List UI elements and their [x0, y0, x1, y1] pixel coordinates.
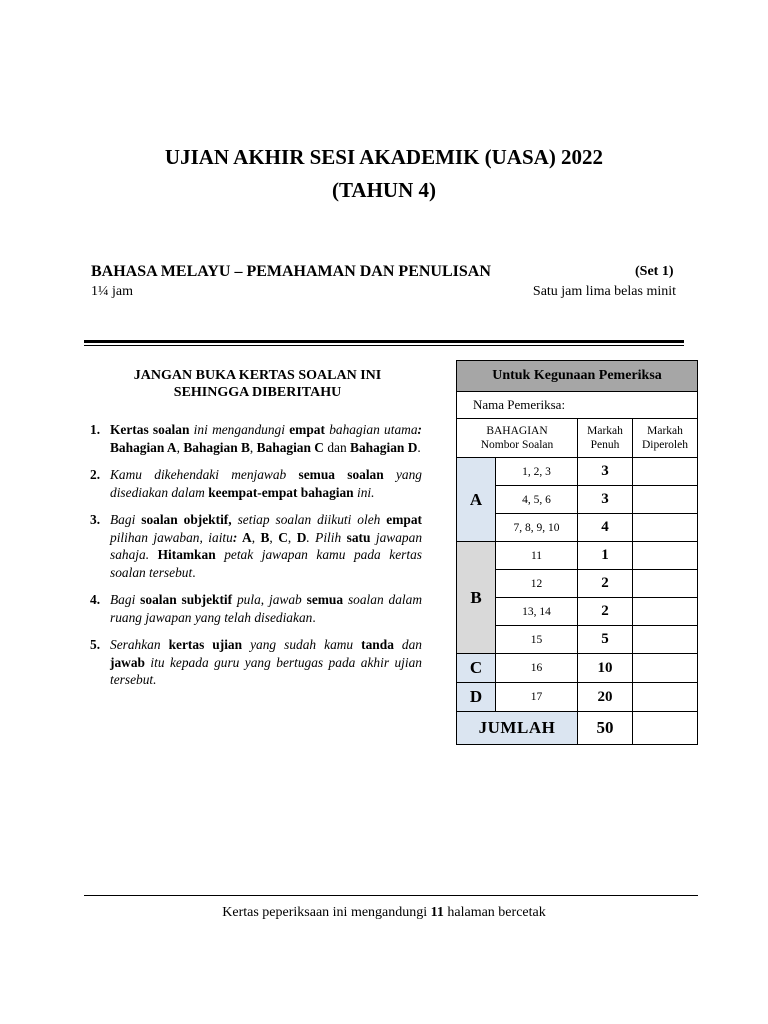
instruction-text: ,: [249, 439, 257, 455]
footer-text-after: halaman bercetak: [443, 905, 546, 920]
duration: 1¼ jam: [91, 284, 133, 299]
question-numbers: 1, 2, 3: [496, 458, 578, 486]
total-label: JUMLAH: [457, 712, 578, 745]
full-marks: 1: [578, 542, 633, 570]
instruction-text: ,: [260, 592, 270, 607]
col-header-full-line2: Penuh: [590, 439, 620, 451]
section-label-d: D: [457, 683, 496, 712]
marks-row: [457, 458, 698, 486]
instruction-text: semua: [306, 592, 344, 607]
col-header-full-marks: [578, 419, 633, 458]
instruction-text: semua soalan: [298, 467, 384, 482]
total-row: [457, 712, 698, 745]
col-header-obtained-marks: [633, 419, 698, 458]
col-header-obtained-line2: Diperoleh: [642, 439, 688, 451]
question-numbers: 12: [496, 570, 578, 598]
col-header-section-line2: Nombor Soalan: [480, 439, 554, 451]
instruction-text: jawapan sahaja.: [110, 529, 423, 562]
instruction-text: ,: [251, 529, 261, 545]
instruction-text: kertas ujian: [168, 637, 243, 652]
examiner-marks-table: [456, 360, 698, 745]
question-numbers: 11: [496, 542, 578, 570]
instruction-text: Bagi: [110, 592, 141, 607]
instruction-text: :: [232, 529, 238, 545]
instruction-text: Bagi: [110, 512, 142, 527]
col-header-obtained-line1: Markah: [647, 425, 683, 437]
instruction-number: 1.: [90, 422, 101, 437]
footer-divider: [84, 895, 698, 896]
divider-thick: [84, 340, 684, 343]
examiner-name-field[interactable]: Nama Pemeriksa:: [457, 392, 698, 419]
question-numbers: 4, 5, 6: [496, 486, 578, 514]
full-marks: 2: [578, 598, 633, 626]
full-marks: 5: [578, 626, 633, 654]
instruction-text: petak jawapan kamu pada kertas soalan tersebut: [110, 547, 422, 580]
instruction-item: [90, 511, 422, 581]
instruction-item: [90, 591, 422, 626]
instruction-text: D: [296, 529, 307, 545]
instruction-text: Bahagian D: [350, 439, 418, 455]
full-marks: 3: [578, 458, 633, 486]
full-marks: 10: [578, 654, 633, 683]
obtained-marks-cell[interactable]: [633, 542, 698, 570]
instructions-list: [90, 421, 422, 699]
marks-row: [457, 654, 698, 683]
question-numbers: 7, 8, 9, 10: [496, 514, 578, 542]
section-label-b: B: [457, 542, 496, 654]
instruction-text: bahagian utama: [324, 422, 418, 437]
examiner-use-header: Untuk Kegunaan Pemeriksa: [457, 361, 698, 392]
instruction-text: ,: [269, 529, 279, 545]
question-numbers: 17: [496, 683, 578, 712]
section-label-a: A: [457, 458, 496, 542]
col-header-section: [457, 419, 578, 458]
instruction-text: C: [278, 529, 288, 545]
instruction-text: soalan subjektif: [140, 592, 233, 607]
instruction-number: 4.: [90, 592, 101, 607]
instruction-text: soalan objektif,: [141, 512, 232, 527]
warning-line-2: SEHINGGA DIBERITAHU: [173, 385, 342, 400]
instruction-text: yang sudah kamu: [242, 637, 362, 652]
full-marks: 20: [578, 683, 633, 712]
instruction-text: .: [417, 439, 421, 455]
obtained-marks-cell[interactable]: [633, 486, 698, 514]
subject-name: BAHASA MELAYU – PEMAHAMAN DAN PENULISAN: [91, 263, 491, 280]
instruction-number: 5.: [90, 637, 101, 652]
instruction-text: itu kepada guru yang bertugas pada akhir ujian tersebut.: [110, 654, 422, 687]
set-label: (Set 1): [635, 264, 674, 279]
instruction-text: Bahagian B: [183, 439, 250, 455]
instruction-text: empat: [289, 422, 325, 437]
instruction-text: ,: [287, 529, 297, 545]
section-label-c: C: [457, 654, 496, 683]
instruction-item: [90, 421, 422, 456]
obtained-marks-cell[interactable]: [633, 626, 698, 654]
col-header-section-line1: BAHAGIAN: [486, 425, 548, 437]
instruction-number: 2.: [90, 467, 101, 482]
instruction-text: Kamu dikehendaki menjawab: [110, 467, 299, 482]
instruction-text: :: [417, 422, 422, 437]
instruction-text: soalan dalam ruang jawapan yang telah disediakan: [110, 592, 423, 625]
obtained-marks-cell[interactable]: [633, 598, 698, 626]
instruction-text: Bahagian C: [256, 439, 324, 455]
instruction-text: Serahkan: [110, 637, 169, 652]
full-marks: 2: [578, 570, 633, 598]
instruction-text: ,: [176, 439, 184, 455]
instruction-text: .: [312, 609, 316, 625]
instruction-text: jawab: [110, 654, 145, 670]
instruction-text: Kertas soalan: [110, 422, 190, 437]
instruction-text: pula: [232, 592, 261, 607]
marks-row: [457, 683, 698, 712]
instruction-item: [90, 636, 422, 689]
exam-year-level: (TAHUN 4): [331, 178, 436, 202]
full-marks: 3: [578, 486, 633, 514]
instruction-text: setiap soalan diikuti oleh: [231, 512, 387, 527]
instruction-text: Bahagian A: [110, 439, 177, 455]
footer-text-before: Kertas peperiksaan ini mengandungi: [222, 905, 431, 920]
instruction-text: jawab: [269, 592, 307, 607]
instruction-item: [90, 466, 422, 501]
full-marks: 4: [578, 514, 633, 542]
exam-title: UJIAN AKHIR SESI AKADEMIK (UASA) 2022: [164, 145, 604, 169]
obtained-marks-cell[interactable]: [633, 514, 698, 542]
instruction-text: . Pilih: [306, 529, 347, 545]
obtained-marks-cell[interactable]: [633, 570, 698, 598]
instruction-text: satu: [346, 529, 371, 545]
question-numbers: 13, 14: [496, 598, 578, 626]
instruction-text: tanda: [361, 637, 394, 652]
duration-words: Satu jam lima belas minit: [532, 284, 676, 299]
marks-row: [457, 542, 698, 570]
total-obtained-cell[interactable]: [633, 712, 698, 745]
instruction-text: .: [192, 564, 196, 580]
col-header-full-line1: Markah: [587, 425, 623, 437]
question-numbers: 15: [496, 626, 578, 654]
instruction-text: pilihan jawaban, iaitu: [110, 529, 233, 545]
obtained-marks-cell[interactable]: [633, 654, 698, 683]
obtained-marks-cell[interactable]: [633, 458, 698, 486]
instruction-text: empat: [386, 512, 422, 527]
do-not-open-warning: [100, 367, 415, 401]
instruction-text: A: [237, 529, 252, 545]
obtained-marks-cell[interactable]: [633, 683, 698, 712]
instruction-number: 3.: [90, 512, 101, 527]
instruction-text: ini.: [353, 484, 375, 500]
divider-thin: [84, 345, 684, 346]
warning-line-1: JANGAN BUKA KERTAS SOALAN INI: [133, 368, 382, 383]
question-numbers: 16: [496, 654, 578, 683]
instruction-text: keempat-empat bahagian: [208, 484, 354, 500]
instruction-text: dan: [393, 637, 422, 652]
instruction-text: yang disediakan dalam: [110, 467, 422, 500]
instruction-text: B: [260, 529, 270, 545]
instruction-text: ini mengandungi: [189, 422, 290, 437]
page-count-note: [0, 905, 768, 921]
total-full-marks: 50: [578, 712, 633, 745]
instruction-text: Hitamkan: [157, 547, 216, 562]
page-count: 11: [430, 905, 444, 920]
instruction-text: dan: [323, 439, 351, 455]
